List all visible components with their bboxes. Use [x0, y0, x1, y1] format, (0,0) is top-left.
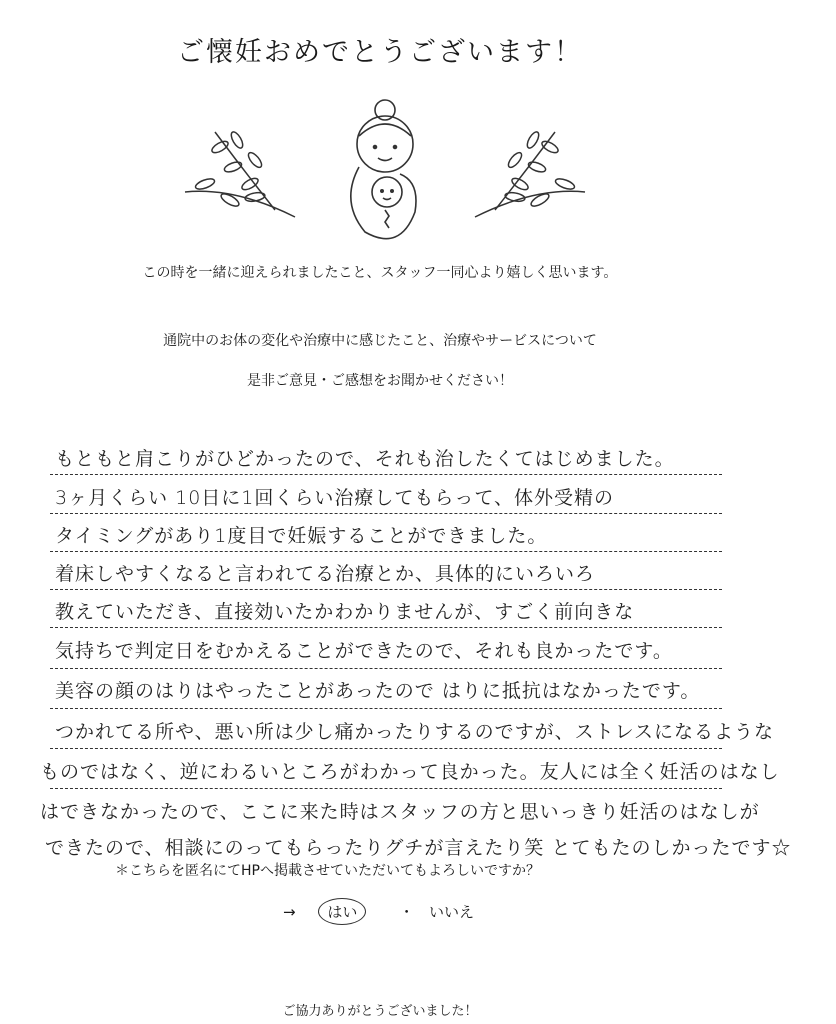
dotted-rule [50, 708, 722, 709]
comment-line: できたので、相談にのってもらったりグチが言えたり笑 とてもたのしかったです☆ [45, 837, 792, 859]
dotted-rule [50, 788, 722, 789]
dotted-rule [50, 748, 722, 749]
dotted-rule [50, 627, 722, 628]
dotted-rule [50, 589, 722, 590]
staff-message: この時を一緒に迎えられましたこと、スタッフ一同心より嬉しく思います。 [142, 265, 618, 281]
arrow-icon: → [283, 903, 296, 921]
comment-line: つかれてる所や、悪い所は少し痛かったりするのですが、ストレスになるような [55, 721, 775, 743]
comment-line: もともと肩こりがひどかったので、それも治したくてはじめました。 [55, 448, 675, 470]
comment-line: ものではなく、逆にわるいところがわかって良かった。友人には全く妊活のはなし [40, 761, 780, 783]
prompt-line-2: 是非ご意見・ご感想をお聞かせください！ [247, 373, 513, 389]
dotted-rule [50, 668, 722, 669]
dotted-rule [50, 513, 722, 514]
option-no[interactable]: いいえ [428, 903, 474, 921]
option-separator: ・ [399, 903, 415, 921]
left-branch-icon [185, 130, 295, 217]
comment-line: 教えていただき、直接効いたかわかりませんが、すごく前向きな [55, 601, 635, 623]
comment-line: 美容の顔のはりはやったことがあったので はりに抵抗はなかったです。 [55, 680, 701, 702]
consent-question: ＊こちらを匿名にてHPへ掲載させていただいてもよろしいですか？ [115, 863, 540, 879]
comment-line: 着床しやすくなると言われてる治療とか、具体的にいろいろ [55, 563, 596, 585]
option-yes[interactable]: はい [318, 898, 366, 925]
comment-line: タイミングがあり1度目で妊娠することができました。 [55, 525, 548, 547]
mother-baby-illustration [175, 92, 595, 252]
dotted-rule [50, 474, 722, 475]
comment-line: 3ヶ月くらい 10日に1回くらい治療してもらって、体外受精の [55, 487, 615, 509]
consent-options [283, 898, 474, 925]
page-title: ご懐妊おめでとうございます！ [177, 37, 583, 68]
comment-line: 気持ちで判定日をむかえることができたので、それも良かったです。 [55, 640, 673, 662]
thanks-footer: ご協力ありがとうございました！ [282, 1004, 478, 1019]
comment-line: はできなかったので、ここに来た時はスタッフの方と思いっきり妊活のはなしが [40, 801, 760, 823]
right-branch-icon [475, 130, 585, 217]
dotted-rule [50, 551, 722, 552]
mother-baby-icon [351, 100, 416, 239]
prompt-line-1: 通院中のお体の変化や治療中に感じたこと、治療やサービスについて [163, 333, 597, 349]
